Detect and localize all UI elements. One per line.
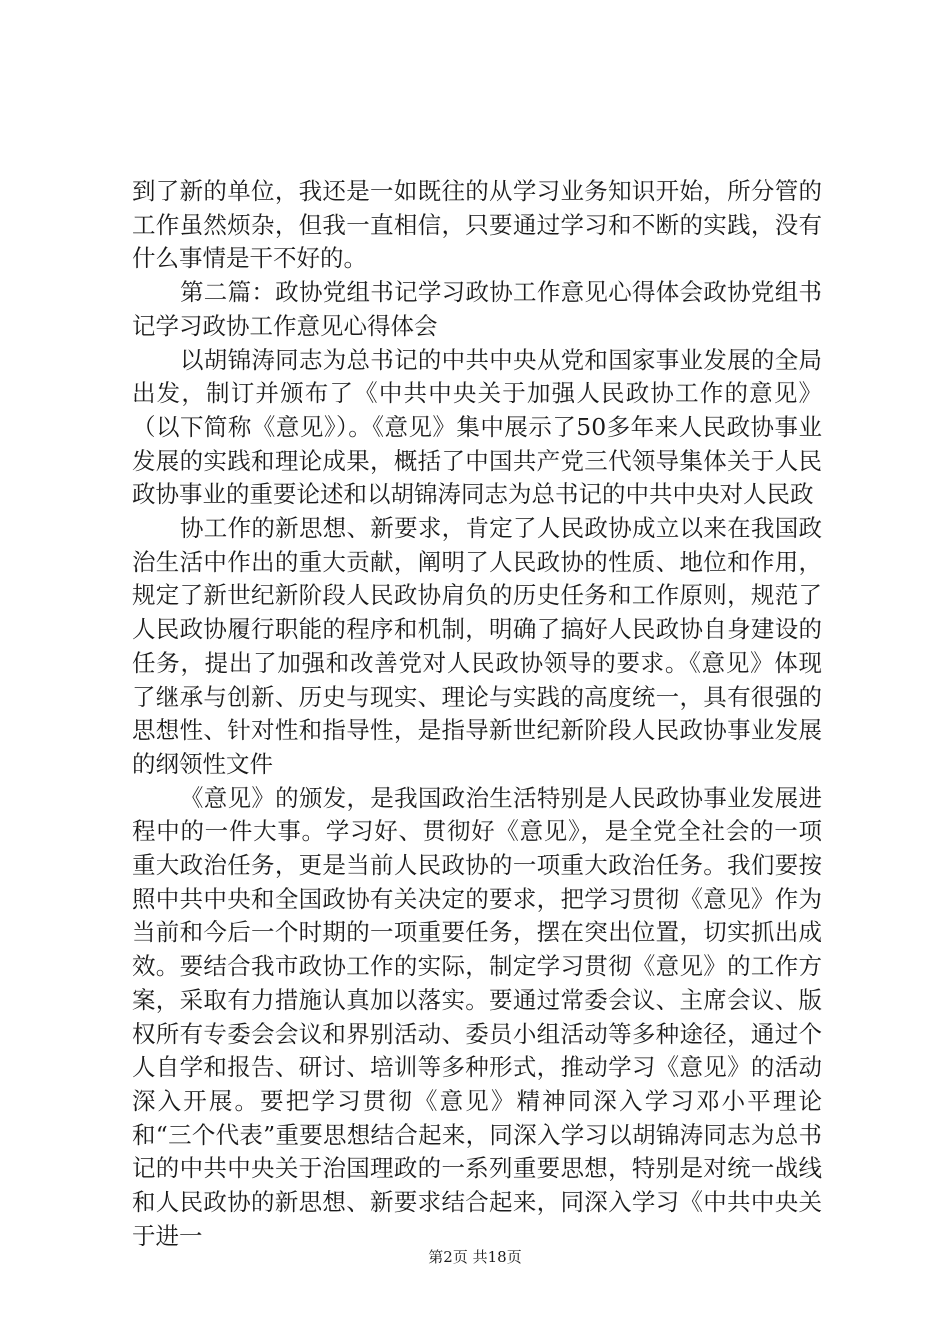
paragraph: 协工作的新思想、新要求，肯定了人民政协成立以来在我国政治生活中作出的重大贡献，阐明了人民政协的性质、地位和作用，规定了新世纪新阶段人民政协肩负的历史任务和工作原则，规范了人民政协履行职能的程序和机制，明确了搞好人民政协自身建设的任务，提出了加强和改善党对人民政协领导的要求。《意见》体现了继承与创新、历史与现实、理论与实践的高度统一，具有很强的思想性、针对性和指导性，是指导新世纪新阶段人民政协事业发展的纲领性文件 [132, 514, 822, 778]
section-heading: 第二篇：政协党组书记学习政协工作意见心得体会政协党组书记学习政协工作意见心得体会 [132, 278, 822, 340]
paragraph: 《意见》的颁发，是我国政治生活特别是人民政协事业发展进程中的一件大事。学习好、贯彻好《意见》，是全党全社会的一项重大政治任务，更是当前人民政协的一项重大政治任务。我们要按照中共中央和全国政协有关决定的要求，把学习贯彻《意见》作为当前和今后一个时期的一项重要任务，摆在突出位置，切实抓出成效。要结合我市政协工作的实际，制定学习贯彻《意见》的工作方案，采取有力措施认真加以落实。要通过常委会议、主席会议、版权所有专委会会议和界别活动、委员小组活动等多种途径，通过个人自学和报告、研讨、培训等多种形式，推动学习《意见》的活动深入开展。要把学习贯彻《意见》精神同深入学习邓小平理论和“三个代表”重要思想结合起来，同深入学习以胡锦涛同志为总书记的中共中央关于治国理政的一系列重要思想，特别是对统一战线和人民政协的新思想、新要求结合起来，同深入学习《中共中央关于进一 [132, 783, 822, 1250]
paragraph: 以胡锦涛同志为总书记的中共中央从党和国家事业发展的全局出发，制订并颁布了《中共中央关于加强人民政协工作的意见》（以下简称《意见》）。《意见》集中展示了50多年来人民政协事业发展的实践和理论成果，概括了中国共产党三代领导集体关于人民政协事业的重要论述和以胡锦涛同志为总书记的中共中央对人民政 [132, 345, 822, 509]
page-footer: 第2页 共18页 [428, 1248, 522, 1266]
paragraph: 到了新的单位，我还是一如既往的从学习业务知识开始，所分管的工作虽然烦杂，但我一直相信，只要通过学习和不断的实践，没有什么事情是干不好的。 [132, 177, 822, 273]
document-body [132, 175, 822, 1254]
